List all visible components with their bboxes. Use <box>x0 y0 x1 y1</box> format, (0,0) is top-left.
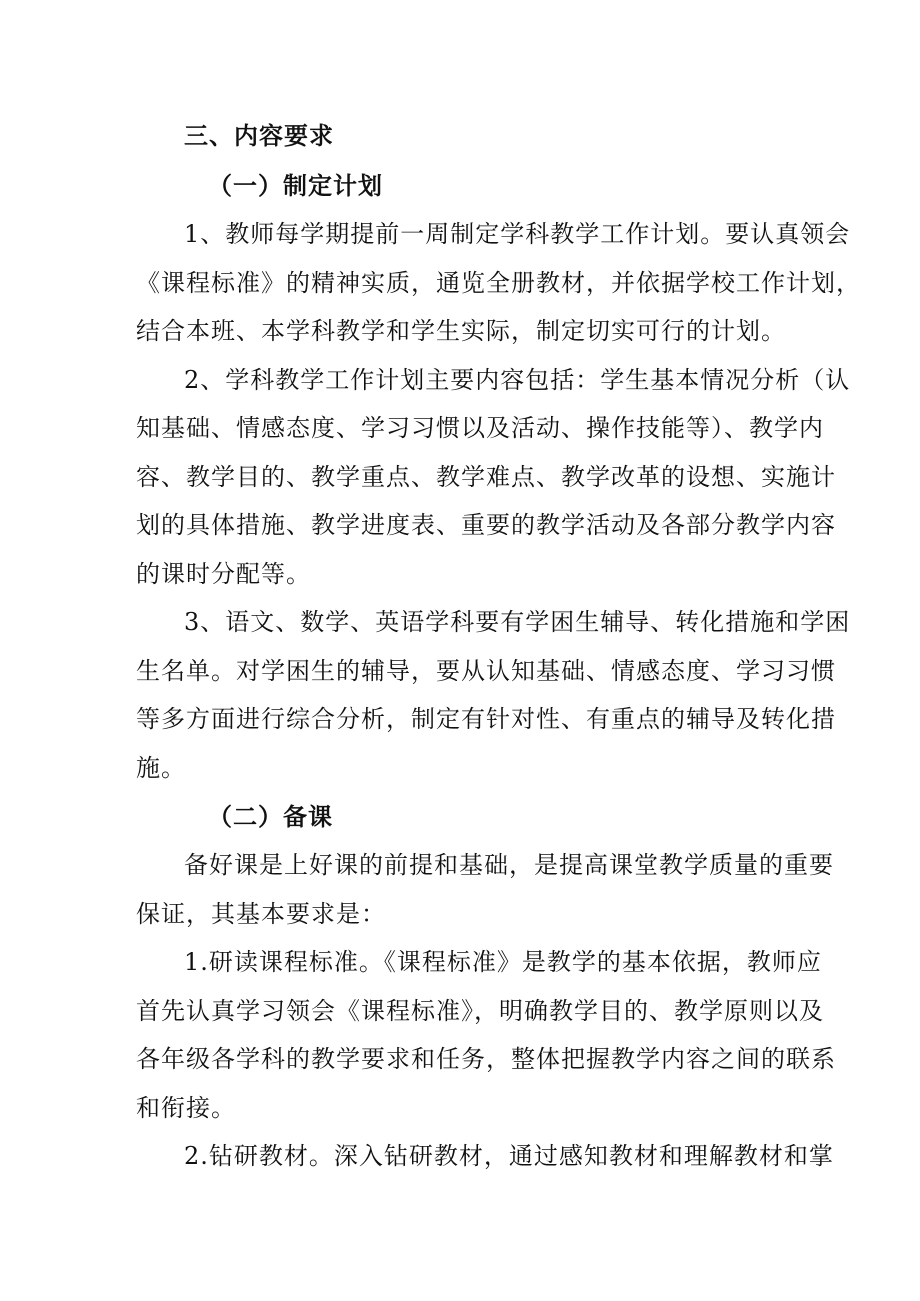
subsection-title-prep: （二）备课 <box>208 803 333 831</box>
paragraph-line: 2、学科教学工作计划主要内容包括：学生基本情况分析（认 <box>184 366 851 394</box>
paragraph-line: 3、语文、数学、英语学科要有学困生辅导、转化措施和学困 <box>184 608 851 636</box>
paragraph-line: 施。 <box>136 754 186 782</box>
paragraph-line: 的课时分配等。 <box>136 560 311 588</box>
paragraph-line: 划的具体措施、教学进度表、重要的教学活动及各部分教学内容 <box>136 511 836 539</box>
section-title: 三、内容要求 <box>184 122 334 150</box>
paragraph-line: 等多方面进行综合分析，制定有针对性、有重点的辅导及转化措 <box>136 705 836 733</box>
paragraph-line: 1.研读课程标准。《课程标准》是教学的基本依据，教师应 <box>184 948 822 976</box>
paragraph-line: 《课程标准》的精神实质，通览全册教材，并依据学校工作计划， <box>136 269 861 297</box>
paragraph-line: 保证，其基本要求是： <box>136 900 386 928</box>
subsection-title-plan: （一）制定计划 <box>208 172 383 200</box>
paragraph-line: 和衔接。 <box>136 1094 236 1122</box>
paragraph-line: 生名单。对学困生的辅导，要从认知基础、情感态度、学习习惯 <box>136 657 836 685</box>
paragraph-line: 2.钻研教材。深入钻研教材，通过感知教材和理解教材和掌 <box>184 1142 834 1170</box>
paragraph-line: 知基础、情感态度、学习习惯以及活动、操作技能等）、教学内 <box>136 414 824 442</box>
paragraph-line: 结合本班、本学科教学和学生实际，制定切实可行的计划。 <box>136 317 786 345</box>
paragraph-line: 备好课是上好课的前提和基础，是提高课堂教学质量的重要 <box>184 851 834 879</box>
paragraph-line: 各年级各学科的教学要求和任务，整体把握教学内容之间的联系 <box>136 1045 836 1073</box>
paragraph-line: 首先认真学习领会《课程标准》，明确教学目的、教学原则以及 <box>136 997 824 1025</box>
paragraph-line: 1、教师每学期提前一周制定学科教学工作计划。要认真领会 <box>184 220 851 248</box>
paragraph-line: 容、教学目的、教学重点、教学难点、教学改革的设想、实施计 <box>136 463 836 491</box>
